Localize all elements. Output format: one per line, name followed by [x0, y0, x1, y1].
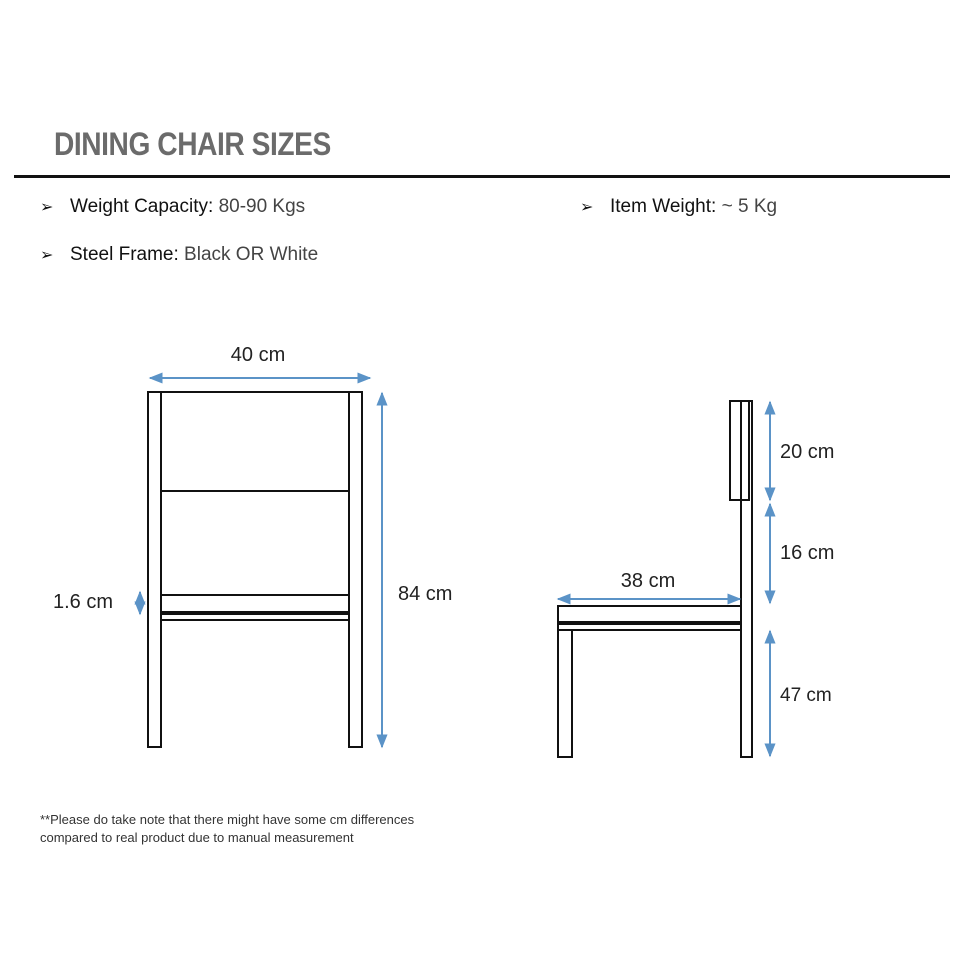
page-title: DINING CHAIR SIZES — [54, 126, 331, 162]
side-seat-rail — [558, 624, 741, 630]
note-line-1: **Please do take note that there might have some cm differences — [40, 812, 415, 827]
spec-value: ~ 5 Kg — [721, 196, 778, 217]
note-line-2: compared to real product due to manual measurement — [40, 830, 354, 845]
side-seat-height-label: 47 cm — [780, 685, 832, 706]
front-right-leg — [349, 392, 362, 747]
front-view — [148, 392, 362, 747]
arrow-bullet-icon: ➢ — [40, 199, 54, 216]
front-seat — [161, 595, 349, 612]
front-left-leg — [148, 392, 161, 747]
front-height-label: 84 cm — [398, 583, 453, 605]
side-front-leg — [558, 630, 572, 757]
arrow-bullet-icon: ➢ — [580, 199, 594, 216]
front-width-label: 40 cm — [230, 344, 286, 366]
front-seat-thickness-label: 1.6 cm — [53, 591, 114, 613]
spec-value: 80-90 Kgs — [218, 196, 306, 217]
spec-key: Steel Frame: — [70, 244, 179, 265]
spec-key: Weight Capacity: — [70, 196, 214, 217]
side-backrest — [730, 401, 749, 500]
spec-value: Black OR White — [184, 244, 319, 265]
spec-key: Item Weight: — [610, 196, 717, 217]
side-depth-label: 38 cm — [620, 570, 676, 592]
front-seat-rail — [161, 614, 349, 620]
side-seat — [558, 606, 741, 622]
arrow-bullet-icon: ➢ — [40, 247, 54, 264]
side-back-post — [741, 401, 752, 757]
side-backrest-label: 20 cm — [780, 441, 835, 463]
side-back-gap-label: 16 cm — [780, 542, 835, 564]
measurement-note — [40, 811, 500, 847]
front-backrest — [161, 392, 349, 491]
front-dimensions — [140, 378, 382, 747]
